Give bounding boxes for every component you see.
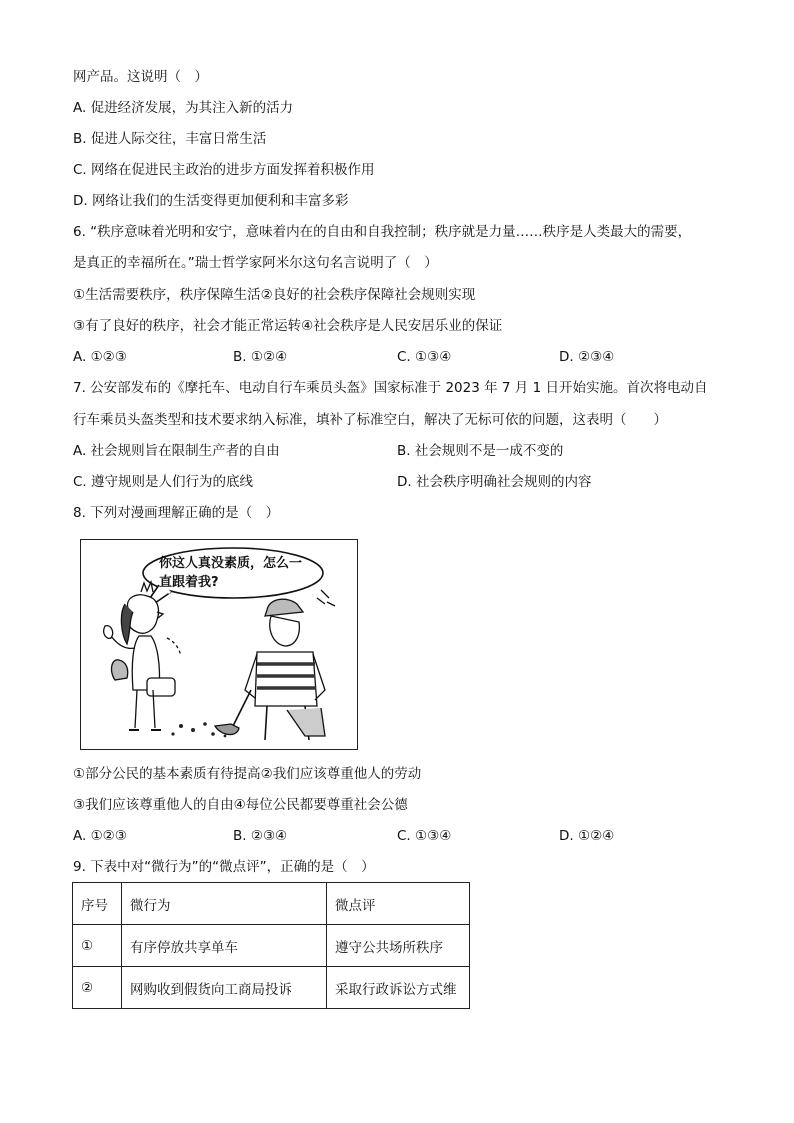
q7-option-c: C. 遵守规则是人们行为的底线: [73, 474, 254, 490]
q6-statements-line2: ③有了良好的秩序，社会才能正常运转④社会秩序是人民安居乐业的保证: [73, 318, 503, 334]
q6-option-c: C. ①③④: [397, 349, 452, 365]
q8-option-d: D. ①②④: [559, 828, 615, 844]
q5-option-a: A. 促进经济发展，为其注入新的活力: [73, 100, 294, 116]
q8-stem: 8. 下列对漫画理解正确的是（ ）: [73, 505, 280, 521]
table-cell: 遵守公共场所秩序: [327, 925, 470, 967]
q9-stem: 9. 下表中对“微行为”的“微点评”，正确的是（ ）: [73, 859, 375, 875]
q6-statements-line1: ①生活需要秩序，秩序保障生活②良好的社会秩序保障社会规则实现: [73, 287, 476, 303]
table-cell: ②: [73, 967, 122, 1009]
q6-option-b: B. ①②④: [233, 349, 288, 365]
table-header-cell: 微点评: [327, 883, 470, 925]
table-cell: 采取行政诉讼方式维: [327, 967, 470, 1009]
q8-cartoon: [80, 539, 358, 750]
q8-statements-line1: ①部分公民的基本素质有待提高②我们应该尊重他人的劳动: [73, 766, 422, 782]
q6-option-a: A. ①②③: [73, 349, 127, 365]
q5-option-b: B. 促进人际交往，丰富日常生活: [73, 131, 267, 147]
q7-option-b: B. 社会规则不是一成不变的: [397, 443, 564, 459]
q7-stem-line1: 7. 公安部发布的《摩托车、电动自行车乘员头盔》国家标准于 2023 年 7 月 1 日开始实施。首次将电动自: [73, 380, 708, 396]
table-row: [73, 925, 470, 967]
q6-stem-line2: 是真正的幸福所在。”瑞士哲学家阿米尔这句名言说明了（ ）: [73, 255, 438, 271]
table-header-cell: 序号: [73, 883, 122, 925]
q7-option-d: D. 社会秩序明确社会规则的内容: [397, 474, 592, 490]
q7-stem-line2: 行车乘员头盔类型和技术要求纳入标准，填补了标准空白，解决了无标可依的问题，这表明（ ）: [73, 412, 667, 428]
q5-option-d: D. 网络让我们的生活变得更加便利和丰富多彩: [73, 193, 349, 209]
table-cell: ①: [73, 925, 122, 967]
q6-stem-line1: 6. “秩序意味着光明和安宁，意味着内在的自由和自我控制；秩序就是力量……秩序是人类最大的需要，: [73, 224, 692, 240]
table-row: [73, 967, 470, 1009]
cartoon-speech-text: 你这人真没素质，怎么一直跟着我?: [159, 556, 303, 590]
q9-table: [72, 882, 470, 1009]
q8-option-b: B. ②③④: [233, 828, 288, 844]
q6-option-d: D. ②③④: [559, 349, 615, 365]
table-header-row: [73, 883, 470, 925]
q5-stem-tail: 网产品。这说明（ ）: [73, 69, 208, 85]
q8-option-a: A. ①②③: [73, 828, 127, 844]
q8-statements-line2: ③我们应该尊重他人的自由④每位公民都要尊重社会公德: [73, 797, 408, 813]
q5-option-c: C. 网络在促进民主政治的进步方面发挥着积极作用: [73, 162, 375, 178]
table-cell: 网购收到假货向工商局投诉: [122, 967, 327, 1009]
table-header-cell: 微行为: [122, 883, 327, 925]
table-cell: 有序停放共享单车: [122, 925, 327, 967]
q8-option-c: C. ①③④: [397, 828, 452, 844]
q7-option-a: A. 社会规则旨在限制生产者的自由: [73, 443, 280, 459]
